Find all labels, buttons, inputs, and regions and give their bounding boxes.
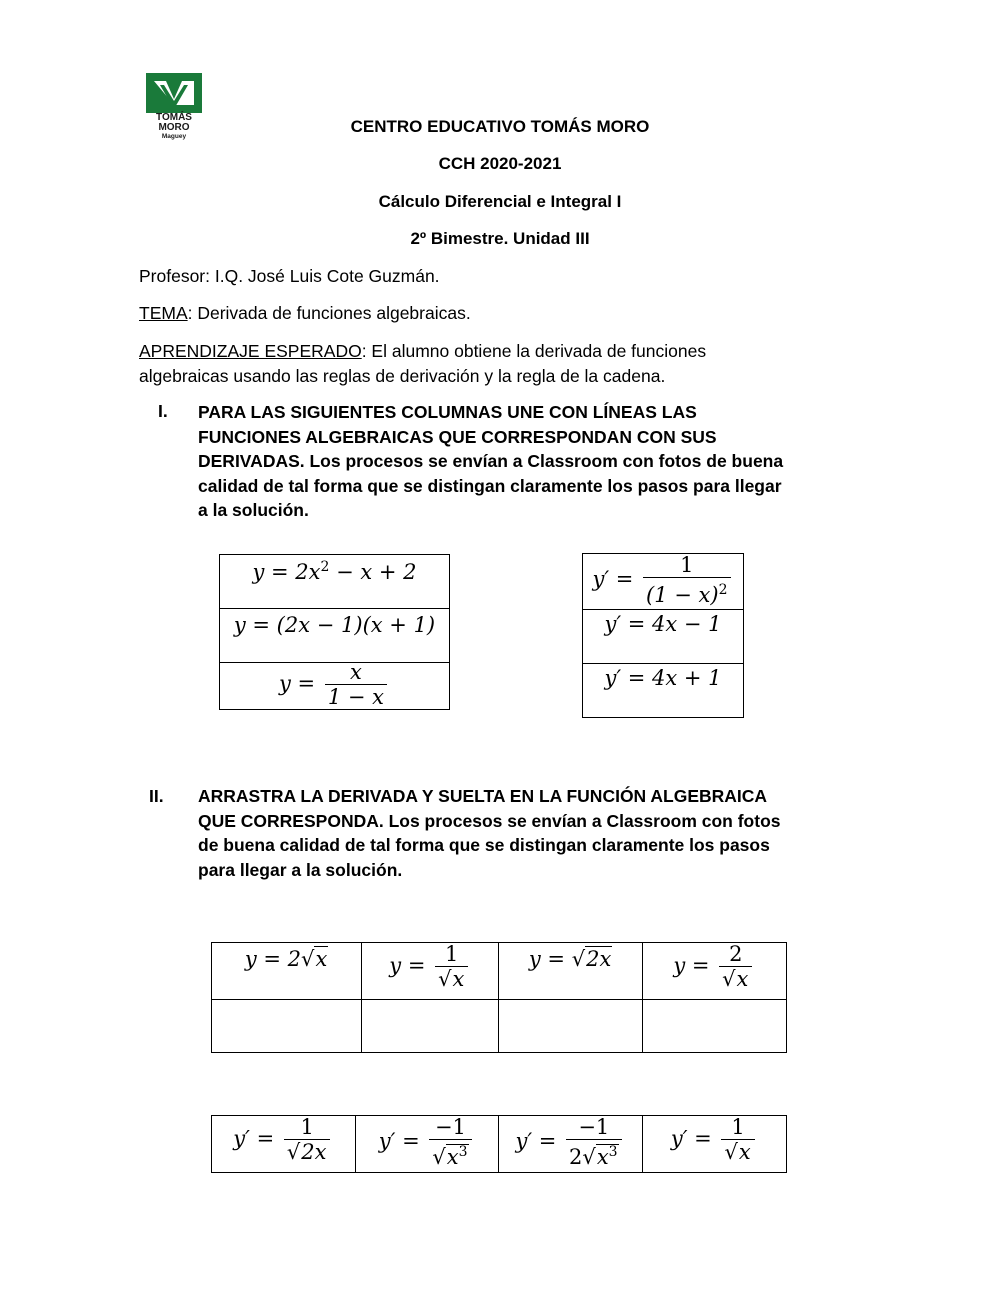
derivative-cell[interactable]: y′ = 4x − 1: [583, 610, 744, 664]
derivative-cell[interactable]: y′ = 4x + 1: [583, 664, 744, 718]
section2-functions-table: [211, 942, 787, 1053]
course-period: 2º Bimestre. Unidad III: [410, 229, 590, 248]
learning-paragraph: [139, 339, 859, 389]
draggable-derivative[interactable]: y′ = $\frac{1}{√x}$: [642, 1116, 786, 1173]
learning-value: : El alumno obtiene la derivada de funciones: [361, 341, 707, 361]
school-title: CENTRO EDUCATIVO TOMÁS MORO: [350, 117, 650, 136]
section2-derivatives-table: [211, 1115, 787, 1173]
section1-derivatives-table: [582, 553, 744, 718]
section1-functions-table: [219, 554, 450, 710]
function-header-cell: y = $\frac{1}{√x}$: [362, 943, 499, 1000]
draggable-derivative[interactable]: y′ = $\frac{-1}{2√x^3}$: [498, 1116, 642, 1173]
school-cycle: CCH 2020-2021: [438, 154, 562, 173]
section1-line: a la solución.: [198, 500, 309, 520]
topic-label: TEMA: [139, 303, 188, 323]
draggable-derivative[interactable]: y′ = $\frac{1}{√2x}$: [212, 1116, 356, 1173]
course-name: Cálculo Diferencial e Integral I: [378, 192, 622, 211]
learning-label: APRENDIZAJE ESPERADO: [139, 341, 362, 361]
section1-line: PARA LAS SIGUIENTES COLUMNAS UNE CON LÍNEAS LAS: [198, 402, 697, 422]
topic-value: : Derivada de funciones algebraicas.: [187, 303, 471, 323]
function-header-cell: y = 2√x: [212, 943, 362, 1000]
topic-line: [139, 301, 471, 326]
function-cell[interactable]: y = (2x − 1)(x + 1): [220, 609, 450, 663]
section1-number: I.: [158, 401, 168, 421]
drop-zone[interactable]: [499, 1000, 642, 1053]
section2-line: ARRASTRA LA DERIVADA Y SUELTA EN LA FUNCIÓN ALGEBRAICA: [198, 786, 768, 806]
learning-value-line2: algebraicas usando las reglas de derivación y la regla de la cadena.: [139, 366, 666, 386]
logo-mark-icon: [146, 73, 202, 113]
teacher-line: Profesor: I.Q. José Luis Cote Guzmán.: [139, 266, 440, 286]
derivative-cell[interactable]: y′ = $\frac{1}{(1 - x)^2}$: [583, 554, 744, 610]
section1-line: calidad de tal forma que se distingan claramente los pasos para llegar: [198, 475, 782, 496]
function-header-cell: y = √2x: [499, 943, 642, 1000]
section2-line: de buena calidad de tal forma que se distingan claramente los pasos: [198, 835, 770, 855]
draggable-derivative[interactable]: y′ = $\frac{-1}{√x^3}$: [355, 1116, 498, 1173]
school-logo: [146, 73, 202, 113]
section1-line: DERIVADAS. Los procesos se envían a Classroom con fotos de buena: [198, 451, 784, 471]
logo-subtitle: Maguey: [161, 133, 187, 140]
section1-line: FUNCIONES ALGEBRAICAS QUE CORRESPONDAN CON SUS: [198, 426, 717, 447]
drop-zone[interactable]: [212, 1000, 362, 1053]
logo-name: TOMÁS MORO: [156, 112, 192, 133]
section2-instructions: [198, 784, 898, 882]
function-cell[interactable]: y = $\frac{x}{1 - x}$: [220, 663, 450, 710]
section2-line: para llegar a la solución.: [198, 859, 403, 880]
drop-zone[interactable]: [362, 1000, 499, 1053]
drop-zone[interactable]: [642, 1000, 786, 1053]
section1-instructions: [198, 400, 898, 523]
function-header-cell: y = $\frac{2}{√x}$: [642, 943, 786, 1000]
section2-line: QUE CORRESPONDA. Los procesos se envían a Classroom con fotos: [198, 810, 781, 831]
function-cell[interactable]: $y = 2x^2 - x + 2$: [220, 555, 450, 609]
section2-number: II.: [149, 786, 164, 806]
